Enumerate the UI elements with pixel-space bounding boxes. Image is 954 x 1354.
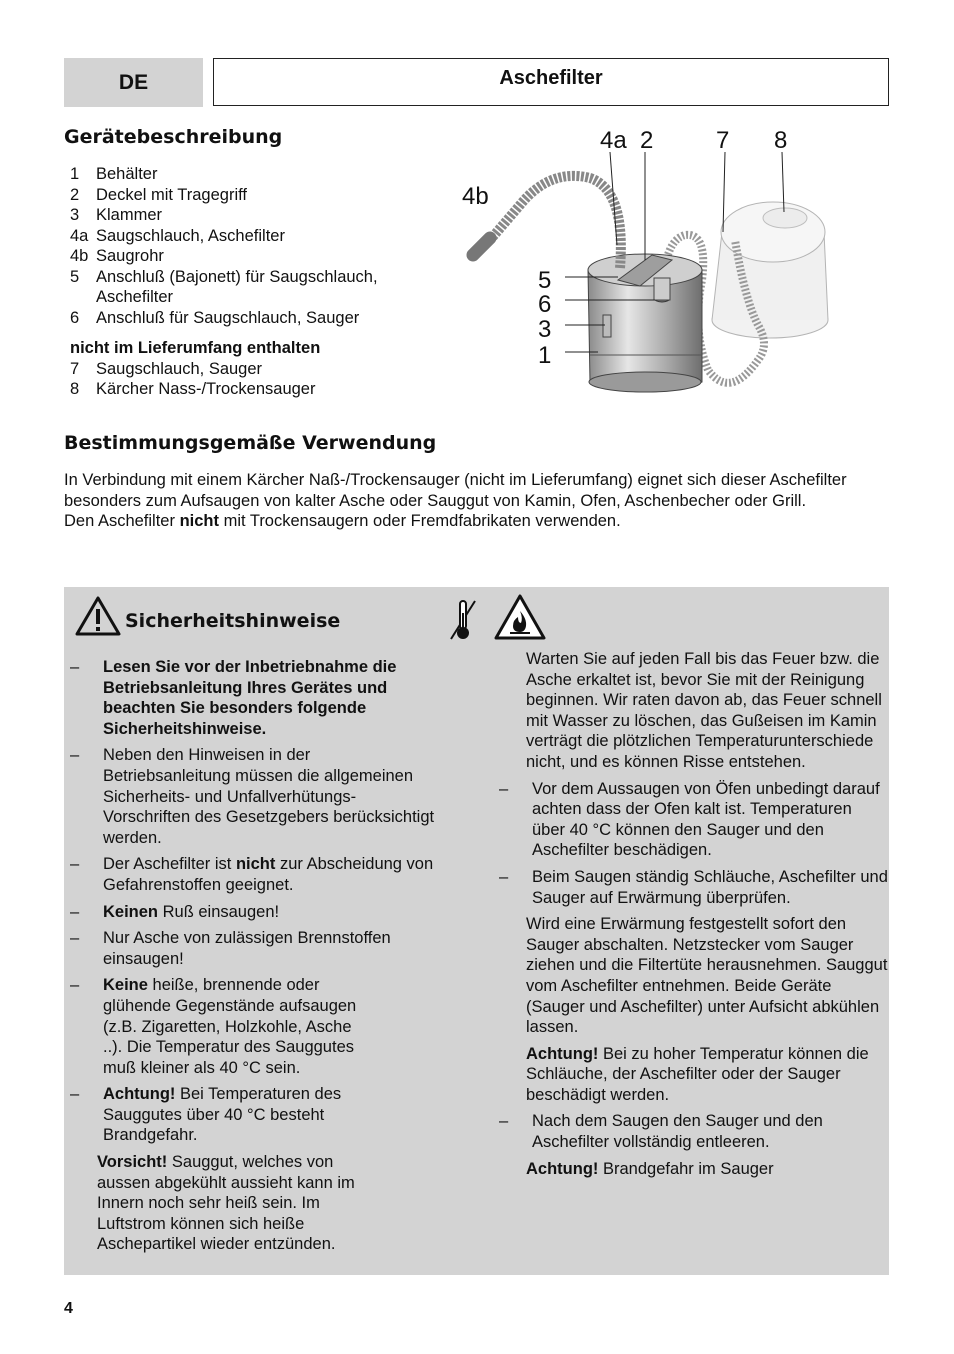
safety-item: – Nur Asche von zulässigen Brennstoffen einsaugen! bbox=[70, 929, 391, 968]
safety-paragraph: Achtung! Brandgefahr im Sauger bbox=[526, 1159, 774, 1178]
safety-paragraph: Achtung! Bei zu hoher Temperatur können die Schläuche, der Aschefilter oder der Sauger beschädigt werden. bbox=[526, 1044, 869, 1104]
vacuum-cleaner-illustration bbox=[712, 202, 828, 338]
part-item: 2 Deckel mit Tragegriff bbox=[70, 185, 247, 204]
safety-item: – Beim Saugen ständig Schläuche, Aschefilter und Sauger auf Erwärmung überprüfen. bbox=[499, 867, 888, 907]
language-tab bbox=[64, 58, 203, 107]
label-7: 7 bbox=[716, 127, 730, 154]
label-4b: 4b bbox=[462, 183, 489, 210]
safety-item: – Vor dem Aussaugen von Öfen unbedingt darauf achten dass der Ofen kalt ist. Temperaturen über 40 °C können den Sauger und den Aschefilter beschädigen. bbox=[499, 779, 880, 860]
safety-item: – Der Aschefilter ist nicht zur Abscheidung von Gefahrenstoffen geeignet. bbox=[70, 855, 434, 894]
section-title: Aschefilter bbox=[499, 67, 603, 89]
device-diagram bbox=[440, 120, 890, 410]
part-item: 5 Anschluß (Bajonett) für Saugschlauch, Aschefilter bbox=[70, 267, 378, 306]
safety-item: – Achtung! Bei Temperaturen des Sauggutes über 40 °C besteht Brandgefahr. bbox=[70, 1085, 342, 1145]
safety-paragraph: Warten Sie auf jeden Fall bis das Feuer bzw. die Asche erkaltet ist, bevor Sie mit der Reinigung beginnen. Wir raten davon ab, das Feuer schnell mit Wasser zu löschen, das Gußeisen im Kamin verträgt die plötzlichen Temperaturunterschiede nicht, und es können Risse entstehen. bbox=[526, 650, 882, 771]
label-6: 6 bbox=[538, 291, 552, 318]
part-item: 8 Kärcher Nass-/Trockensauger bbox=[70, 380, 316, 398]
usage-text bbox=[64, 470, 874, 532]
safety-item: – Nach dem Saugen den Sauger und den Aschefilter vollständig entleeren. bbox=[499, 1112, 823, 1152]
label-8: 8 bbox=[774, 127, 788, 154]
parts-list bbox=[70, 164, 440, 400]
page-number: 4 bbox=[64, 1300, 73, 1317]
label-1: 1 bbox=[538, 342, 552, 369]
safety-column-left bbox=[64, 657, 439, 1261]
part-item: 3 Klammer bbox=[70, 206, 163, 224]
not-included-heading: nicht im Lieferumfang enthalten bbox=[70, 339, 321, 357]
part-item: 4b Saugrohr bbox=[70, 247, 164, 265]
language-label: DE bbox=[118, 70, 149, 94]
ash-container-illustration bbox=[588, 254, 702, 392]
safety-column-right bbox=[493, 649, 889, 1185]
suction-pipe bbox=[473, 238, 490, 255]
safety-item: – Lesen Sie vor der Inbetriebnahme die Betriebsanleitung Ihres Gerätes und beachten Sie besonders folgende Sicherheitshinweise. bbox=[70, 658, 397, 738]
usage-paragraph: Den Aschefilter nicht mit Trockensaugern oder Fremdfabrikaten verwenden. bbox=[64, 512, 621, 530]
usage-paragraph: In Verbindung mit einem Kärcher Naß-/Trockensauger (nicht im Lieferumfang) eignet sich dieser Aschefilter besonders zum Aufsaugen von kalter Asche oder Sauggut von Kamin, Ofen, Aschenbecher oder Grill. bbox=[64, 471, 847, 510]
safety-panel bbox=[64, 587, 889, 1275]
part-item: 7 Saugschlauch, Sauger bbox=[70, 359, 263, 378]
part-item: 4a Saugschlauch, Aschefilter bbox=[70, 226, 285, 245]
section-title-box bbox=[213, 58, 889, 106]
label-2: 2 bbox=[640, 127, 654, 154]
description-heading: Gerätebeschreibung bbox=[64, 126, 283, 148]
safety-item: – Keinen Ruß einsaugen! bbox=[70, 902, 280, 921]
part-item: 1 Behälter bbox=[70, 165, 158, 183]
safety-heading: Sicherheitshinweise bbox=[125, 610, 341, 632]
usage-heading: Bestimmungsgemäße Verwendung bbox=[64, 432, 437, 454]
thermometer-icon bbox=[447, 597, 479, 643]
fire-hazard-icon bbox=[493, 593, 547, 641]
safety-item: – Neben den Hinweisen in der Betriebsanleitung müssen die allgemeinen Sicherheits- und Unfallverhütungs-Vorschriften des Gesetzgebers berücksichtigt werden. bbox=[70, 746, 435, 847]
safety-paragraph: Vorsicht! Sauggut, welches von aussen abgekühlt aussieht kann im Innern noch sehr heiß sein. Im Luftstrom können sich heiße Aschepartikel wieder entzünden. bbox=[97, 1153, 355, 1254]
safety-item: – Keine heiße, brennende oder glühende Gegenstände aufsaugen (z.B. Zigaretten, Holzkohle, Asche ..). Die Temperatur des Sauggutes muß kleiner als 40 °C sein. bbox=[70, 976, 357, 1077]
warning-triangle-icon bbox=[74, 595, 122, 637]
ash-filter-hose bbox=[490, 176, 621, 268]
label-5: 5 bbox=[538, 267, 552, 294]
label-3: 3 bbox=[538, 316, 552, 343]
safety-paragraph: Wird eine Erwärmung festgestellt sofort den Sauger abschalten. Netzstecker vom Sauger ziehen und die Filtertüte herausnehmen. Sauggut vom Aschefilter entnehmen. Beide Geräte (Sauger und Aschefilter) unter Aufsicht abkühlen lassen. bbox=[526, 915, 888, 1037]
part-item: 6 Anschluß für Saugschlauch, Sauger bbox=[70, 308, 360, 327]
label-4a: 4a bbox=[600, 127, 627, 154]
